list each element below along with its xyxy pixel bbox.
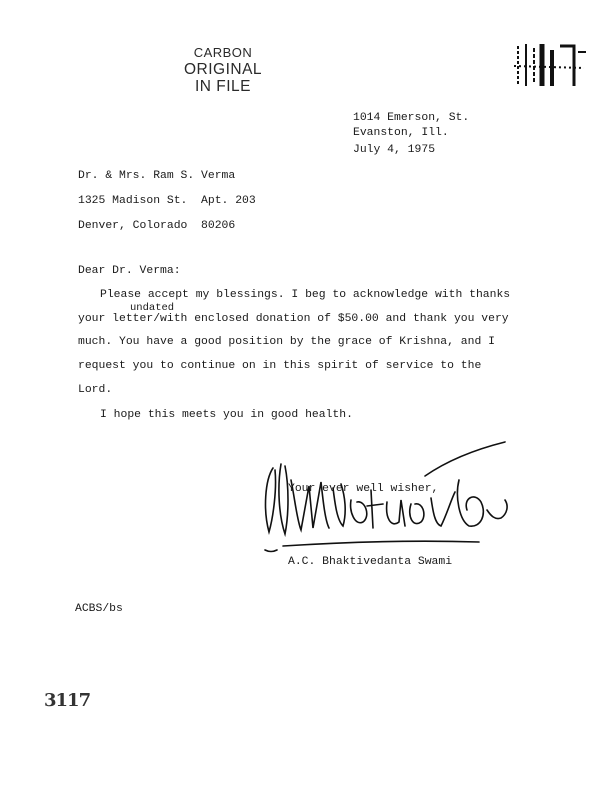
sender-city: Evanston, Ill. (353, 127, 449, 139)
body-line-1: Please accept my blessings. I beg to acknowledge with thanks (100, 289, 511, 301)
handwritten-signature-icon (255, 440, 525, 570)
carbon-original-stamp (168, 44, 278, 95)
sender-street: 1014 Emerson, St. (353, 112, 470, 124)
stamp-line-carbon: CARBON (193, 45, 253, 60)
archive-number: 3117 (44, 690, 91, 711)
body-line-6: I hope this meets you in good health. (100, 409, 353, 421)
recipient-city: Denver, Colorado 80206 (78, 220, 236, 232)
body-line-4: request you to continue on in this spirit of service to the (78, 360, 482, 372)
recipient-name: Dr. & Mrs. Ram S. Verma (78, 170, 236, 182)
typist-initials: ACBS/bs (75, 603, 123, 615)
signer-name: A.C. Bhaktivedanta Swami (288, 556, 453, 568)
stamp-line-in-file: IN FILE (194, 78, 252, 95)
salutation: Dear Dr. Verma: (78, 265, 181, 277)
body-line-5: Lord. (78, 384, 113, 396)
recipient-street: 1325 Madison St. Apt. 203 (78, 195, 256, 207)
letter-date: July 4, 1975 (353, 144, 436, 156)
body-line-2: your letter/with enclosed donation of $50.00 and thank you very (78, 313, 509, 325)
body-insertion: undated (130, 302, 175, 314)
closing-text: Your ever well wisher, (288, 483, 439, 495)
body-line-3: much. You have a good position by the grace of Krishna, and I (78, 336, 495, 348)
stamp-line-original: ORIGINAL (183, 61, 263, 78)
archive-corner-stamp-icon (512, 42, 588, 88)
